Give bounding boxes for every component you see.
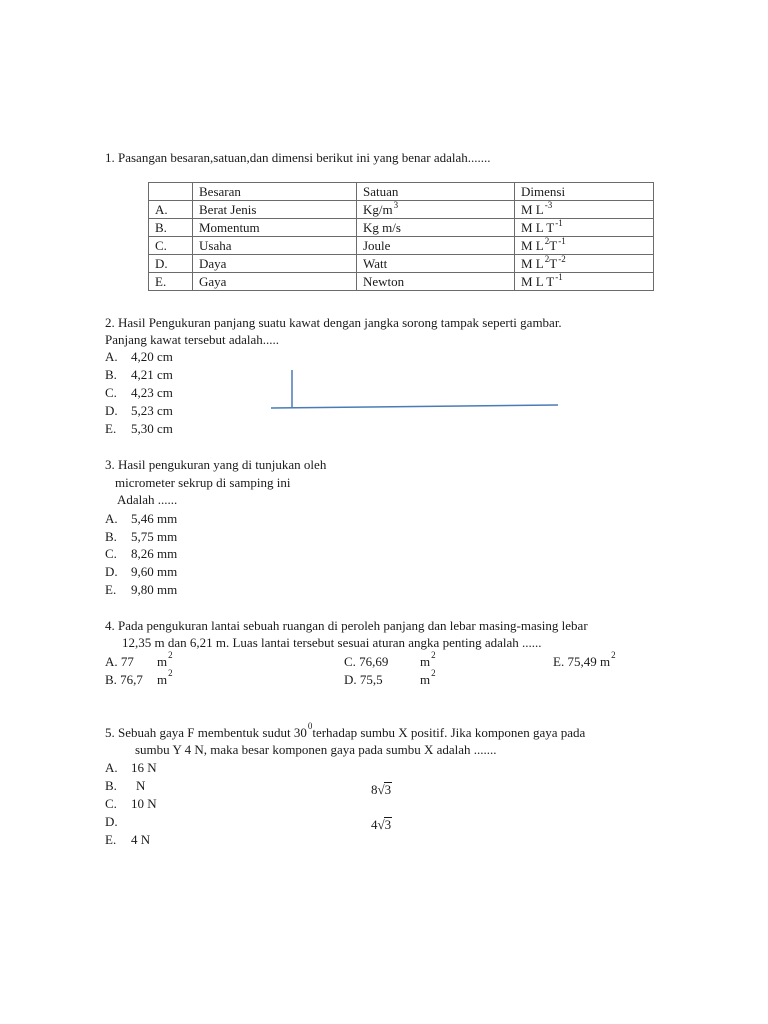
table-row <box>149 201 654 219</box>
besaran-cell: Momentum <box>193 219 357 237</box>
caliper-figure <box>268 368 562 412</box>
q4-stem-line2: 12,35 m dan 6,21 m. Luas lantai tersebut sesuai aturan angka penting adalah ...... <box>122 635 542 650</box>
dimensi-cell: M $L^2T^{-1}$ <box>515 237 654 255</box>
q4-stem-line1: 4. Pada pengukuran lantai sebuah ruangan di peroleh panjang dan lebar masing-masing lebar <box>105 618 588 633</box>
q5-option-a: A. 16 N <box>105 760 157 775</box>
q3-option-e: E. 9,80 mm <box>105 582 178 597</box>
q3-option-b: B. 5,75 mm <box>105 529 178 544</box>
q3-stem-line3: Adalah ...... <box>117 492 178 507</box>
dimensi-cell: M $L^2T^{-2}$ <box>515 255 654 273</box>
q3-option-c: C. 8,26 mm <box>105 546 178 561</box>
table-header-cell: Satuan <box>357 183 515 201</box>
q2-option-d: D. 5,23 cm <box>105 403 173 418</box>
besaran-cell: Usaha <box>193 237 357 255</box>
dimensi-cell: M L $T^{-1}$ <box>515 219 654 237</box>
table-row <box>149 237 654 255</box>
q3-option-d: D. 9,60 mm <box>105 564 178 579</box>
q2-option-b: B. 4,21 cm <box>105 367 173 382</box>
satuan-cell: $Kg/m^3$ <box>357 201 515 219</box>
q1-stem: 1. Pasangan besaran,satuan,dan dimensi berikut ini yang benar adalah....... <box>105 150 491 165</box>
option-label: E. <box>149 273 193 291</box>
q4-option-c: C. 76,69 $m^2$ <box>344 650 436 669</box>
q2-option-c: C. 4,23 cm <box>105 385 173 400</box>
q4-option-a: A. 77 $m^2$ <box>105 650 173 669</box>
q5-stem-line1: 5. Sebuah gaya F membentuk sudut $30^0terhadap$ sumbu X positif. Jika komponen gaya pada <box>105 721 586 740</box>
dimensi-cell: M L $T^{-1}$ <box>515 273 654 291</box>
table-row <box>149 255 654 273</box>
q3-stem-line2: micrometer sekrup di samping ini <box>115 475 291 490</box>
q4-option-d: D. 75,5 $m^2$ <box>344 668 436 687</box>
table-header-cell: Besaran <box>193 183 357 201</box>
q2-option-e: E. 5,30 cm <box>105 421 173 436</box>
table-row <box>149 273 654 291</box>
satuan-cell: Newton <box>357 273 515 291</box>
radical-sign: √ <box>377 817 385 832</box>
q2-stem-line1: 2. Hasil Pengukuran panjang suatu kawat dengan jangka sorong tampak seperti gambar. <box>105 315 562 330</box>
caliper-base-line <box>271 405 558 408</box>
dimensi-cell: M $L^{-3}$ <box>515 201 654 219</box>
option-label: C. <box>149 237 193 255</box>
q1-table <box>148 182 654 291</box>
q2-stem-line2: Panjang kawat tersebut adalah..... <box>105 332 279 347</box>
q4-option-e: E. 75,49 $m^2$ <box>553 650 616 669</box>
satuan-cell: Watt <box>357 255 515 273</box>
formula-8-root-3: 8√3 <box>371 782 392 797</box>
table-header-row <box>149 183 654 201</box>
q5-stem-line2: sumbu Y 4 N, maka besar komponen gaya pada sumbu X adalah ....... <box>135 742 497 757</box>
formula-4-root-3: 4√3 <box>371 817 392 832</box>
satuan-cell: Joule <box>357 237 515 255</box>
q5-option-d: D. <box>105 814 118 829</box>
table-header-cell <box>149 183 193 201</box>
q4-option-b: B. 76,7 $m^2$ <box>105 668 173 687</box>
q3-stem-line1: 3. Hasil pengukuran yang di tunjukan oleh <box>105 457 327 472</box>
q5-option-b: B. N <box>105 778 146 793</box>
besaran-cell: Daya <box>193 255 357 273</box>
option-label: B. <box>149 219 193 237</box>
radical-sign: √ <box>377 782 385 797</box>
q3-option-a: A. 5,46 mm <box>105 511 178 526</box>
satuan-cell: Kg m/s <box>357 219 515 237</box>
option-label: A. <box>149 201 193 219</box>
table-header-cell: Dimensi <box>515 183 654 201</box>
besaran-cell: Berat Jenis <box>193 201 357 219</box>
besaran-cell: Gaya <box>193 273 357 291</box>
q2-option-a: A. 4,20 cm <box>105 349 173 364</box>
table-row <box>149 219 654 237</box>
q5-option-e: E. 4 N <box>105 832 151 847</box>
q5-option-c: C. 10 N <box>105 796 157 811</box>
option-label: D. <box>149 255 193 273</box>
